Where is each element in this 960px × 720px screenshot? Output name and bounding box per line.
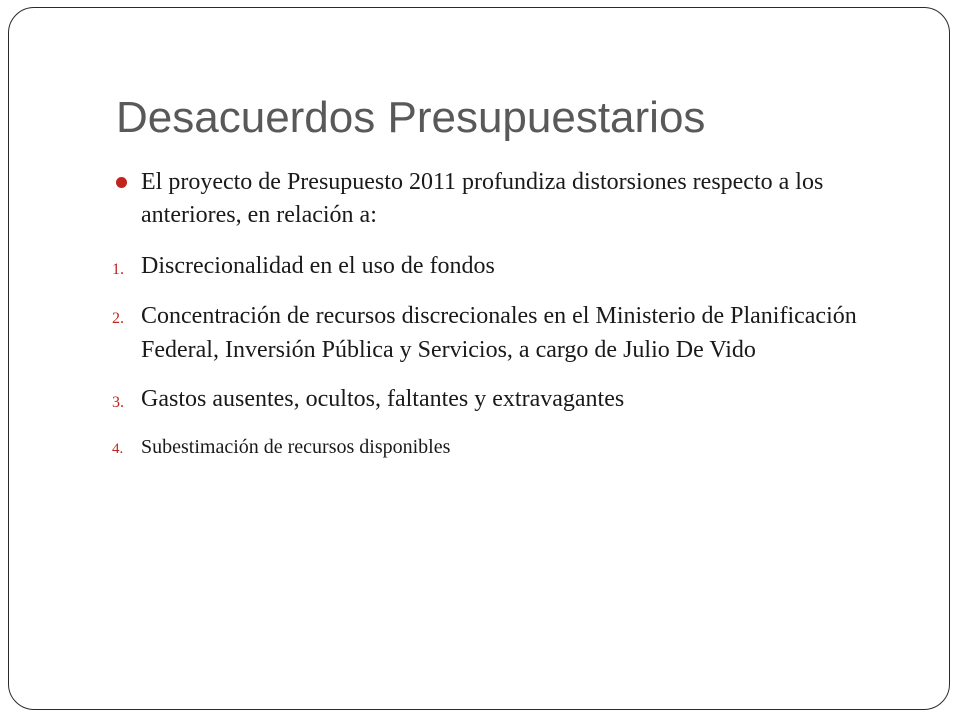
intro-text: El proyecto de Presupuesto 2011 profundiza distorsiones respecto a los anteriores, en relación a: bbox=[141, 169, 824, 228]
round-bullet-icon bbox=[116, 177, 127, 188]
item-text: Concentración de recursos discrecionales en el Ministerio de Planificación Federal, Inversión Pública y Servicios, a cargo de Julio De Vido bbox=[141, 303, 857, 363]
item-number: 2. bbox=[112, 310, 124, 327]
numbered-item-4 bbox=[109, 432, 909, 462]
item-number: 4. bbox=[112, 441, 124, 457]
item-text: Gastos ausentes, ocultos, faltantes y extravagantes bbox=[141, 386, 625, 412]
intro-bullet-item bbox=[109, 166, 909, 232]
slide-body bbox=[109, 166, 909, 462]
item-number: 1. bbox=[112, 261, 124, 278]
item-text: Subestimación de recursos disponibles bbox=[141, 436, 451, 458]
numbered-item-2 bbox=[109, 299, 909, 367]
numbered-item-1 bbox=[109, 250, 909, 283]
item-text: Discrecionalidad en el uso de fondos bbox=[141, 253, 495, 279]
item-number: 3. bbox=[112, 394, 124, 411]
slide-frame bbox=[8, 7, 950, 710]
numbered-item-3 bbox=[109, 383, 909, 416]
slide-title: Desacuerdos Presupuestarios bbox=[116, 93, 706, 142]
